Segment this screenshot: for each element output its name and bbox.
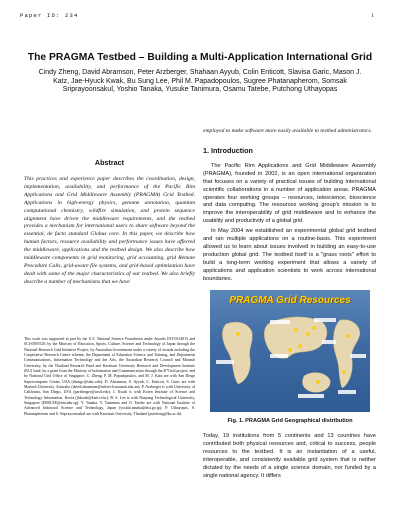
site-label-box <box>216 360 234 364</box>
paper-id: Paper ID: 234 <box>20 12 79 19</box>
page-number: 1 <box>371 13 374 19</box>
right-column-continued <box>203 433 376 482</box>
world-map-graphic <box>210 290 370 412</box>
paper-title: The PRAGMA Testbed – Building a Multi-Application International Grid <box>27 52 373 63</box>
site-marker <box>342 370 346 374</box>
site-marker <box>312 326 316 330</box>
site-marker <box>316 380 320 384</box>
section-heading-introduction: 1. Introduction <box>203 145 253 155</box>
site-marker <box>288 348 292 352</box>
abstract-text: This practices and experience paper describes the coordination, design, implementation, availability, and performance of the Pacific Rim Applications and Grid Middleware Assembly (PRAGMA) Grid Testbed. Applications in high-energy physics, genome annotation, quantum computational chemistry, wildfire simulation, and protein sequence alignment have driven the middleware requirements, and the testbed provides a mechanism for international users to share software beyond the essential, de facto standard Globus core. In this paper, we describe how human factors, resource availability and performance issues have affected the middleware, applications and the testbed design. We also describe how middleware components in grid monitoring, grid accounting, grid Remote Procedure Calls, grid-aware file systems, and grid-based optimization have dealt with some of the major characteristics of our testbed. We also briefly describe a number of mechanisms that we have <box>24 176 195 285</box>
right-column <box>203 128 376 286</box>
intro-paragraph-1: The Pacific Rim Applications and Grid Middleware Assembly (PRAGMA), founded in 2002, is an open international organization that focuses on a variety of practical issues of building international scientific collaborations in a number of application areas. PRAGMA operates four working groups – resources, telescience, bioscience and data computing. The resources working group's mission is to improve the interoperability of grid middleware and to enhance the usability and productivity of a global grid. <box>203 162 376 225</box>
site-marker <box>298 344 302 348</box>
map-continent-americas <box>333 320 360 388</box>
site-label-box <box>322 340 336 344</box>
funding-footnote: This work was supported in part by the U.S. National Science Foundation under Awards INT-0314015 and SCI-0505520; by the Ministry of Education, Sports, Culture, Science and Technology of Japan through the National Research Grid Initiative Project; by Australian Government under a variety of awards including the Cooperative Research Centre scheme, the Department of Education Science and Training, and Department Communications, Information Technology and the Arts, the Australian Research Council and Monash University; by the Thailand Research Fund and Kasetsart University Research and Development Institute (KU) fund; by a grant from the Ministry of Information and Communication through the K*Grid project; and by National Grid Office of Singapore. C. Zheng, P. M. Papadopoulos, and M. J. Katz are with San Diego Supercomputer Center, USA (zhengc@sdsc.edu); D. Abramson, S. Ayyub, C. Enticott, S. Garic are with Monash University, Australia (david.abramson@infotech.monash.edu.au); P. Arzberger is with University of California, San Diego, USA (parzberger@ucsd.edu); J. Kwak is with Korea Institute of Science and Technology Information, Korea (jhkwak@kisti.re.kr); B. S. Lee is with Nanyang Technological University, Singapore (EBSLEE@ntu.edu.sg); Y. Tanaka, Y. Tanimura and O. Tatebe are with National Institute of Advanced Industrial Science and Technology, Japan (yoshio.tanaka@aist.go.jp); P. Uthayopas, S. Phatanapherom and S. Sriprayoonsakul are with Kasetsart University, Thailand (putchong@ku.ac.th). <box>24 337 195 416</box>
map-continent-europe-africa <box>222 322 252 384</box>
site-marker <box>236 332 240 336</box>
site-label-box <box>314 318 336 322</box>
site-marker <box>294 328 298 332</box>
pragma-grid-map-figure <box>210 290 370 412</box>
left-column <box>24 158 195 287</box>
site-label-box <box>338 390 356 394</box>
figure-caption: Fig. 1. PRAGMA Grid Geographical distribution <box>227 418 353 424</box>
abstract-continuation: employed to make software more easily available to testbed administrators. <box>203 128 372 134</box>
intro-paragraph-3: Today, 19 institutions from 5 continents and 13 countries have contributed both physical resources and, critical to success, people resources to the testbed. It is an instantiation of a useful, interoperable, and consistently available grid system that is neither dictated by the needs of a single science domain, nor funded by a single national agency. It differs <box>203 433 376 479</box>
site-marker <box>346 334 350 338</box>
site-marker <box>306 332 310 336</box>
site-label-box <box>298 394 324 398</box>
figure-title: PRAGMA Grid Resources <box>229 295 351 306</box>
site-label-box <box>270 320 290 324</box>
site-label-box <box>350 354 366 358</box>
intro-paragraph-2: In May 2004 we established an experimental global grid testbed and ran multiple applications on a routine-basis. This experiment allowed us to learn about issues involved in building an easy-to-use production global grid. The testbed itself is a "grass roots" effort to build a long-term working experiment that allows a variety of applications and application scientists to work across international boundaries. <box>203 228 376 282</box>
abstract-heading: Abstract <box>94 158 125 167</box>
site-label-box <box>270 354 288 358</box>
author-list: Cindy Zheng, David Abramson, Peter Arzberger, Shahaan Ayyub, Colin Enticott, Slavisa Garic, Mason J. Katz, Jae-Hyuck Kwak, Bu Sung Lee, Phil M. Papadopoulos, Sugree Phatanapherom, Somsak Sriprayoonsakul, Yoshio Tanaka, Yusuke Tanimura, Osamu Tatebe, Putchong Uthayopas <box>38 69 362 94</box>
